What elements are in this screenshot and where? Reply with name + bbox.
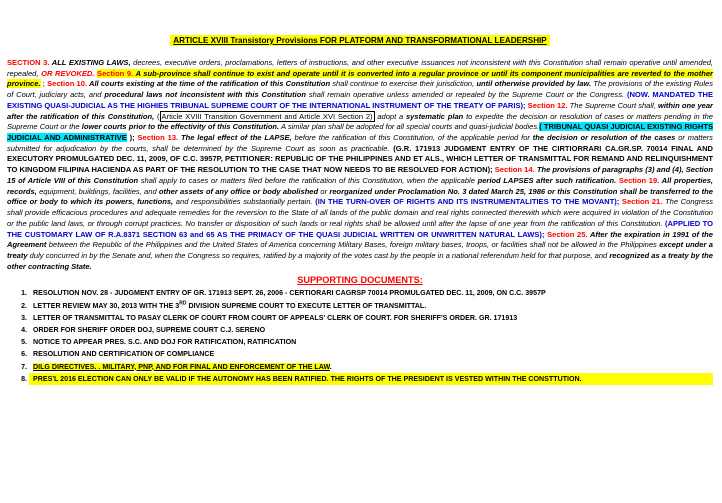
- supporting-documents-list: [7, 287, 713, 385]
- text: Article XVIII Transition Government and Article XVI Section 2): [161, 111, 373, 121]
- text: All properties, records,: [7, 175, 713, 196]
- supporting-documents-heading: SUPPORTING DOCUMENTS:: [297, 275, 423, 286]
- list-item-text: ORDER FOR SHERIFF ORDER DOJ, SUPREME COURT C.J. SERENO: [33, 325, 266, 334]
- list-item: [29, 348, 713, 360]
- list-item-text: .: [329, 362, 332, 371]
- text: equipment, buildings, facilities, and: [36, 186, 159, 196]
- text: within one year after the ratification of this Constitution,: [7, 100, 713, 121]
- text: or: [318, 186, 330, 196]
- text: ALL EXISTING LAWS,: [49, 58, 131, 67]
- text: and responsibilities substantially pertain.: [173, 197, 316, 207]
- list-item: [29, 373, 713, 385]
- list-item-text: PRES'L 2016 ELECTION CAN ONLY BE VALID IF THE AUTONOMY HAS BEEN RATIFIED. THE RIGHTS OF THE PRESIDENT IS VESTED WITHIN THE CONSTTUTION.: [33, 374, 582, 383]
- text: (APPLIED TO THE CUSTOMARY LAW OF R.A.8371 SECTION 63 and 65 AS THE PRIMACY OF THE QUASI JUDICIAL WRITTEN OR UNWRITTEN NATURAL LAWS);: [7, 218, 713, 239]
- text: );: [126, 133, 138, 143]
- text: A sub-province shall continue to exist and operate until it is converted into a regular province or until its component municipalities are reverted to the mother province.: [7, 68, 713, 89]
- section-13-label: Section 13.: [137, 133, 179, 143]
- text: between the Republic of the Philippines and the United States of America concerning Military Bases, foreign military bases, troops, or facilities shall not be allowed in the Philippines: [46, 240, 660, 250]
- text: shall remain operative unless amended or repealed by the Supreme Court or the Congress.: [305, 90, 627, 100]
- list-item: [29, 336, 713, 348]
- section-21-label: Section 21.: [619, 197, 663, 207]
- text: until otherwise provided by law.: [476, 79, 592, 89]
- text: systematic plan: [405, 111, 464, 121]
- list-item: [29, 312, 713, 324]
- text: except under a treaty: [7, 240, 713, 260]
- text: shall continue to exercise their jurisdiction,: [330, 79, 477, 89]
- list-item: [29, 287, 713, 299]
- text: (: [154, 111, 160, 121]
- text: The legal effect of the LAPSE,: [178, 133, 292, 143]
- section-14-label: Section 14.: [492, 165, 535, 175]
- text: lower courts prior to the effectivity of this Constitution.: [81, 122, 280, 132]
- text: All courts existing at the time of the ratification of this Constitution: [87, 79, 331, 89]
- text: decrees, executive orders, proclamations, letters of instructions, and other executive issuances not inconsistent with this Constitution shall remain operative until amended, repealed,: [7, 58, 714, 78]
- text: procedural laws not inconsistent with this Constitution: [104, 90, 306, 100]
- text: before the ratification of this Constitution, of the applicable period for: [291, 133, 533, 143]
- text: duly concurred in by the Senate and, when the Congress so requires, ratified by a majority of the votes cast by the people in a national referendum held for that purpose, and: [27, 250, 610, 260]
- text: ( TRIBUNAL QUASI JUDICIAL EXISTING RIGHTS JUDICIAL AND ADMINISTRATIVE: [7, 122, 713, 143]
- section-12-label: Section 12.: [525, 100, 568, 110]
- list-item-text: RESOLUTION NOV. 28 - JUDGMENT ENTRY OF GR. 171913 SEPT. 26, 2006 - CERTIORARI CAGRSP 70014 PROMULGATED DEC. 11, 2009, ON C.C. 3957P: [33, 289, 546, 298]
- text: (NOW. MANDATED THE EXISTING QUASI-JUDICIAL AS THE HIGHIES TRIBUNAL SUPREME COURT OF THE INTERNATIONAL INSTRUMENT OF THE TREATY OF PARIS);: [7, 90, 713, 110]
- text: (G.R. 171913 JUDGMENT ENTRY OF THE CIRTIORRARI CA.GR.SP. 70014 FINAL AND EXECUTORY PROMULGATED DEC. 11, 2009, OF C.C. 3957P, PETITIONER: REPUBLIC OF THE PHILIPPINES AND ET ALS., WHICH LETTER OF TRANSMITTAL FOR REMAND AND RELINQUISHMENT TO KINGDOM FILIPINA HACIENDA AS PART OF THE RESOLUTION TO THE CASE THAT NOW NEEDS TO BE RESOLVED FOR ACTION);: [7, 143, 713, 175]
- text: After the expiration in 1991 of the Agreement: [7, 229, 713, 250]
- article-title: ARTICLE XVIII Transistory Provisions FOR PLATFORM AND TRANSFORMATIONAL LEADERSHIP: [170, 35, 549, 46]
- section-9-label: Section 9.: [97, 68, 134, 78]
- section-3-label: SECTION 3.: [7, 58, 50, 67]
- text: or matters submitted for adjudication by the courts, shall be determined by the Supreme Court as soon as practicable.: [7, 133, 713, 153]
- section-10-label: Section 10.: [47, 79, 88, 89]
- text: A similar plan shall be adopted for all special courts and quasi-judicial bodies.: [279, 122, 540, 132]
- text: period LAPSES after such ratification.: [477, 175, 617, 185]
- section-19-label: Section 19.: [616, 175, 660, 185]
- list-item: [29, 324, 713, 336]
- list-item: [29, 300, 713, 312]
- superscript: RD: [179, 300, 187, 307]
- list-item-text: RESOLUTION AND CERTIFICATION OF COMPLIANCE: [33, 350, 215, 359]
- text: reorganized under Proclamation No. 3 dated March 25, 1986 or this Constitution shall be transferred to the office or body to which its powers, functions,: [7, 186, 713, 207]
- title-wrap: [7, 0, 713, 58]
- text: ;: [40, 79, 48, 89]
- text: adopt a: [374, 111, 406, 121]
- text: The provisions of the existing Rules of Court, judiciary acts, and: [7, 79, 714, 100]
- text: The provisions of paragraphs (3) and (4), Section 15 of Article VIII of this Constitution: [7, 165, 713, 185]
- list-item: [29, 361, 713, 373]
- text: shall apply to cases or matters filed before the ratification of this Constitution, when the applicable: [138, 175, 478, 185]
- section-25-label: Section 25.: [544, 229, 588, 239]
- text: The Congress shall provide efficacious procedures and adequate remedies for the reversion to the State of all lands of the public domain and real rights connected therewith which were acquired in violation of the Constitution or the public land laws, or through corrupt practices. No transfer or disposition of such lands or real rights shall be allowed until after the lapse of one year from the ratification of this Constitution.: [7, 197, 713, 228]
- text: other assets of any office or body abolished: [158, 186, 319, 196]
- text: (IN THE TURN-OVER OF RIGHTS AND ITS INSTRUMENTALITIES TO THE MOVANT);: [315, 197, 620, 207]
- text: or the: [58, 122, 82, 132]
- text: recognized as a treaty by the other contracting State.: [7, 250, 713, 271]
- text: The Supreme Court shall,: [567, 100, 658, 110]
- text: to expedite the decision or resolution of cases or matters pending in the Supreme Court: [7, 111, 713, 132]
- text: the decision or resolution of the cases: [532, 133, 676, 143]
- text: OR REVOKED.: [41, 68, 95, 78]
- list-item-text: LETTER OF TRANSMITTAL TO PASAY CLERK OF COURT FROM COURT OF APPEALS' CLERK OF COURT. FOR SHERIFF'S ORDER. GR. 171913: [33, 313, 518, 322]
- article-body: [7, 58, 713, 272]
- list-item-text: DIVISION SUPREME COURT TO EXECUTE LETTER OF TRANSMITTAL.: [186, 301, 427, 310]
- list-item-text: DILG DIRECTIVES. . MILITARY, PNP, AND FOR FINAL AND ENFORCEMENT OF THE LAW: [33, 362, 330, 371]
- list-item-text: LETTER REVIEW MAY 30, 2013 WITH THE 3: [33, 301, 180, 310]
- list-item-text: NOTICE TO APPEAR PRES. S.C. AND DOJ FOR RATIFICATION, RATIFICATION: [33, 338, 297, 347]
